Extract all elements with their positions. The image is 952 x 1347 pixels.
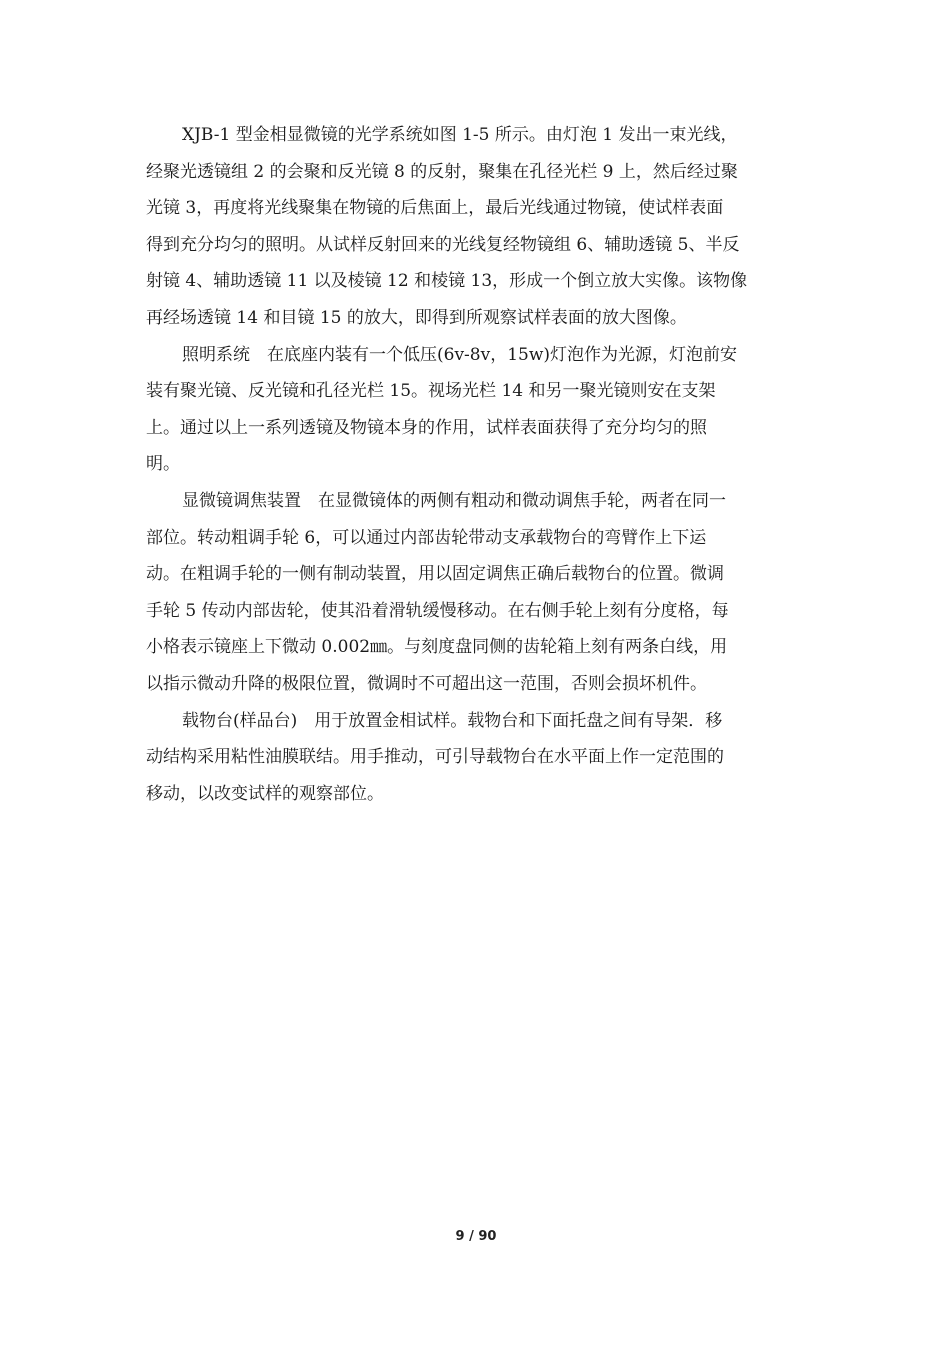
text-line: 以指示微动升降的极限位置，微调时不可超出这一范围，否则会损坏机件。 <box>146 673 707 694</box>
text-line: 载物台(样品台) 用于放置金相试样。载物台和下面托盘之间有导架．移 <box>182 710 723 731</box>
paragraph-optical-system <box>146 117 806 337</box>
text-line: 装有聚光镜、反光镜和孔径光栏 15。视场光栏 14 和另一聚光镜则安在支架 <box>146 381 716 402</box>
text-line: XJB-1 型金相显微镜的光学系统如图 1-5 所示。由灯泡 1 发出一束光线， <box>182 125 738 145</box>
text-line: 再经场透镜 14 和目镜 15 的放大，即得到所观察试样表面的放大图像。 <box>146 307 687 328</box>
text-line: 动。在粗调手轮的一侧有制动装置，用以固定调焦正确后载物台的位置。微调 <box>146 564 724 585</box>
body-text <box>146 117 806 812</box>
text-line: 小格表示镜座上下微动 0.002㎜。与刻度盘同侧的齿轮箱上刻有两条白线，用 <box>146 637 728 658</box>
paragraph-stage <box>146 703 806 813</box>
text-line: 光镜 3，再度将光线聚集在物镜的后焦面上，最后光线通过物镜，使试样表面 <box>146 198 724 219</box>
paragraph-focus-device <box>146 483 806 703</box>
text-line: 动结构采用粘性油膜联结。用手推动，可引导载物台在水平面上作一定范围的 <box>146 747 724 768</box>
text-line: 手轮 5 传动内部齿轮，使其沿着滑轨缓慢移动。在右侧手轮上刻有分度格，每 <box>146 600 729 621</box>
text-line: 明。 <box>146 454 180 475</box>
text-line: 经聚光透镜组 2 的会聚和反光镜 8 的反射，聚集在孔径光栏 9 上，然后经过聚 <box>146 161 738 182</box>
text-line: 上。通过以上一系列透镜及物镜本身的作用，试样表面获得了充分均匀的照 <box>146 417 707 438</box>
text-line: 显微镜调焦装置 在显微镜体的两侧有粗动和微动调焦手轮，两者在同一 <box>182 490 726 511</box>
paragraph-illumination-system <box>146 337 806 483</box>
text-line: 移动，以改变试样的观察部位。 <box>146 783 384 804</box>
text-line: 照明系统 在底座内装有一个低压(6v-8v，15w)灯泡作为光源，灯泡前安 <box>182 344 738 365</box>
text-line: 得到充分均匀的照明。从试样反射回来的光线复经物镜组 6、辅助透镜 5、半反 <box>146 234 740 255</box>
text-line: 射镜 4、辅助透镜 11 以及棱镜 12 和棱镜 13，形成一个倒立放大实像。该物像 <box>146 271 748 292</box>
text-line: 部位。转动粗调手轮 6，可以通过内部齿轮带动支承载物台的弯臂作上下运 <box>146 527 707 548</box>
page-number: 9 / 90 <box>455 1229 497 1244</box>
